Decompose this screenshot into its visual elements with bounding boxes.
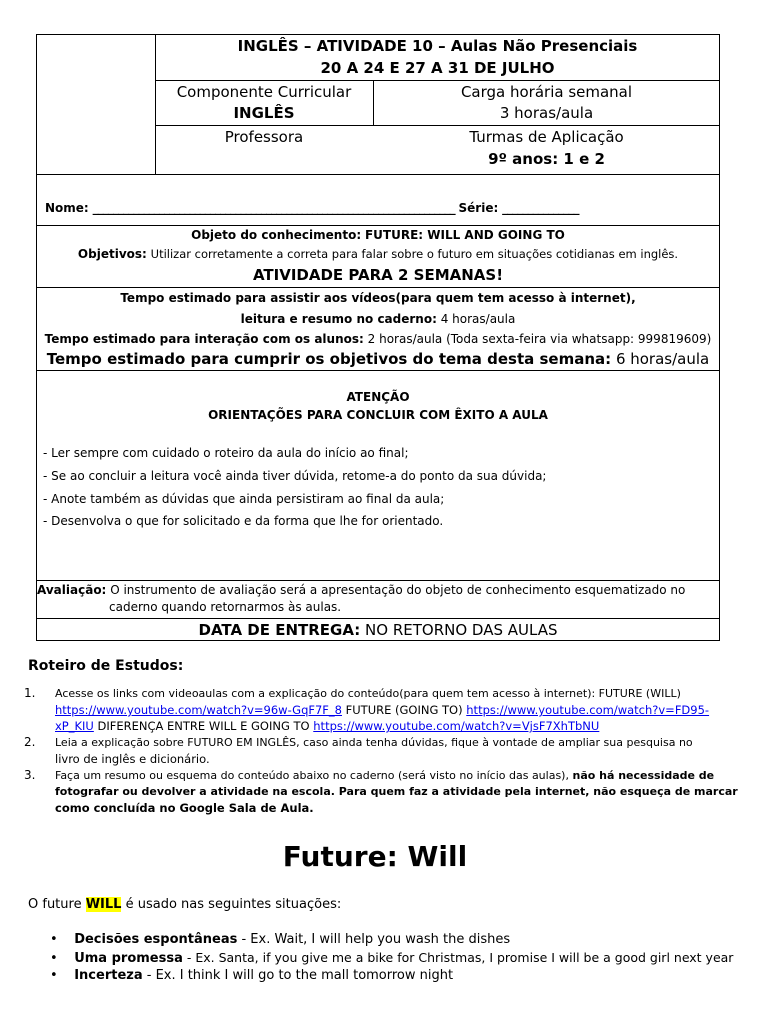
bullet-dot-icon: •	[50, 932, 58, 947]
entrega-value: NO RETORNO DAS AULAS	[365, 621, 558, 639]
avaliacao-line1	[37, 583, 685, 597]
tempo-line4	[36, 350, 720, 368]
tempo-line2	[36, 312, 720, 326]
page-title: INGLÊS – ATIVIDADE 10 – Aulas Não Presenciais	[237, 37, 638, 55]
atencao-item: - Desenvolva o que for solicitado e da forma que lhe for orientado.	[43, 514, 444, 528]
intro-pre: O future	[28, 897, 82, 912]
objeto-label: Objeto do conhecimento:	[191, 228, 362, 242]
future-bullet	[50, 932, 510, 947]
tempo-line4-value: 6 horas/aula	[615, 350, 710, 368]
tempo-line2-label: leitura e resumo no caderno:	[240, 312, 437, 326]
bullet-term: Uma promessa	[74, 951, 183, 966]
carga-value: 3 horas/aula	[499, 104, 594, 122]
atencao-subtitle: ORIENTAÇÕES PARA CONCLUIR COM ÊXITO A AULA	[208, 408, 548, 422]
list-number: 3.	[24, 768, 36, 782]
bullet-dot-icon: •	[50, 968, 58, 983]
serie-label: Série:	[458, 201, 499, 215]
table-divider	[36, 225, 720, 226]
roteiro-title: Roteiro de Estudos:	[28, 658, 184, 674]
table-divider	[36, 618, 720, 619]
bullet-example: - Ex. Santa, if you give me a bike for Christmas, I promise I will be a good girl next year	[182, 950, 734, 965]
turmas-label: Turmas de Aplicação	[469, 128, 624, 146]
objetivos-value: Utilizar corretamente a correta para falar sobre o futuro em situações cotidianas em inglês.	[150, 247, 679, 261]
componente-value: INGLÊS	[233, 104, 295, 122]
objeto-value: FUTURE: WILL AND GOING TO	[364, 228, 565, 242]
roteiro-item-3-bold: não há necessidade de	[572, 769, 715, 782]
intro-post: é usado nas seguintes situações:	[125, 897, 342, 912]
tempo-line3-label: Tempo estimado para interação com os alunos:	[44, 332, 364, 346]
avaliacao-label: Avaliação:	[37, 583, 107, 597]
serie-field[interactable]: _______________	[502, 201, 579, 215]
page-subtitle-dates: 20 A 24 E 27 A 31 DE JULHO	[320, 59, 555, 77]
avaliacao-text: O instrumento de avaliação será a apresentação do objeto de conhecimento esquematizado no	[110, 583, 686, 597]
tempo-line4-label: Tempo estimado para cumprir os objetivos do tema desta semana:	[46, 350, 612, 368]
future-bullet	[50, 968, 453, 983]
future-intro	[28, 897, 341, 912]
section-title: Future: Will	[282, 840, 468, 873]
will-highlight: WILL	[85, 897, 122, 912]
table-divider	[155, 125, 720, 126]
roteiro-item-2	[55, 735, 735, 767]
componente-label: Componente Curricular	[176, 83, 352, 101]
video-link-going-to-cont[interactable]: xP_KIU	[55, 719, 94, 733]
nome-label: Nome:	[45, 201, 89, 215]
tempo-line3-value: 2 horas/aula (Toda sexta-feira via whatsapp: 999819609)	[367, 332, 712, 346]
roteiro-item-1-text: Acesse os links com videoaulas com a explicação do conteúdo(para quem tem acesso à internet): FUTURE (WILL)	[55, 687, 681, 700]
turmas-value: 9º anos: 1 e 2	[488, 150, 605, 168]
table-divider	[36, 580, 720, 581]
bullet-dot-icon: •	[50, 951, 58, 966]
student-name-row	[45, 201, 579, 215]
entrega-label: DATA DE ENTREGA:	[198, 621, 361, 639]
atencao-item: - Ler sempre com cuidado o roteiro da aula do início ao final;	[43, 446, 409, 460]
video-link-difference[interactable]: https://www.youtube.com/watch?v=VjsF7XhTbNU	[313, 719, 600, 733]
bullet-example: - Ex. I think I will go to the mall tomorrow night	[142, 968, 454, 983]
tempo-line3	[36, 332, 720, 346]
atencao-item: - Anote também as dúvidas que ainda persistiram ao final da aula;	[43, 492, 445, 506]
atencao-title: ATENÇÃO	[346, 390, 410, 404]
future-bullet	[50, 950, 733, 966]
objetivos-label: Objetivos:	[77, 247, 147, 261]
atencao-item: - Se ao concluir a leitura você ainda tiver dúvida, retome-a do ponto da sua dúvida;	[43, 469, 547, 483]
atividade-banner: ATIVIDADE PARA 2 SEMANAS!	[252, 266, 504, 284]
table-divider	[36, 287, 720, 288]
table-divider	[155, 80, 720, 81]
roteiro-item-3-text: Faça um resumo ou esquema do conteúdo abaixo no caderno (será visto no início das aulas),	[55, 769, 569, 782]
objetivos-row	[36, 247, 720, 261]
roteiro-item-3	[55, 768, 738, 816]
table-divider	[36, 174, 720, 175]
roteiro-item-2-line2: livro de inglês e dicionário.	[55, 752, 210, 766]
carga-label: Carga horária semanal	[460, 83, 633, 101]
roteiro-item-3-line2: fotografar ou devolver a atividade na escola. Para quem faz a atividade pela internet, não esqueça de marcar	[55, 785, 738, 798]
bullet-term: Decisões espontâneas	[74, 932, 238, 947]
tempo-line2-value: 4 horas/aula	[440, 312, 516, 326]
roteiro-item-1	[55, 686, 735, 734]
list-number: 2.	[24, 735, 36, 749]
list-number: 1.	[24, 686, 36, 700]
tempo-line1: Tempo estimado para assistir aos vídeos(para quem tem acesso à internet),	[120, 291, 636, 305]
bullet-example: - Ex. Wait, I will help you wash the dishes	[237, 932, 511, 947]
professora-label: Professora	[224, 128, 304, 146]
table-divider	[36, 370, 720, 371]
entrega-row	[36, 621, 720, 639]
video-link-will[interactable]: https://www.youtube.com/watch?v=96w-GqF7F_8	[55, 703, 342, 717]
roteiro-item-2-line1: Leia a explicação sobre FUTURO EM INGLÊS, caso ainda tenha dúvidas, fique à vontade de ampliar sua pesquisa no	[55, 736, 693, 749]
roteiro-item-3-line3: como concluída no Google Sala de Aula.	[55, 801, 314, 815]
bullet-term: Incerteza	[74, 968, 143, 983]
objeto-row	[36, 228, 720, 242]
diff-label: DIFERENÇA ENTRE WILL E GOING TO	[97, 719, 310, 733]
avaliacao-line2: caderno quando retornarmos às aulas.	[109, 600, 342, 614]
nome-field[interactable]: _______________________________________________________________________	[92, 201, 455, 215]
going-to-label: FUTURE (GOING TO)	[345, 703, 463, 717]
video-link-going-to[interactable]: https://www.youtube.com/watch?v=FD95-	[466, 703, 710, 717]
